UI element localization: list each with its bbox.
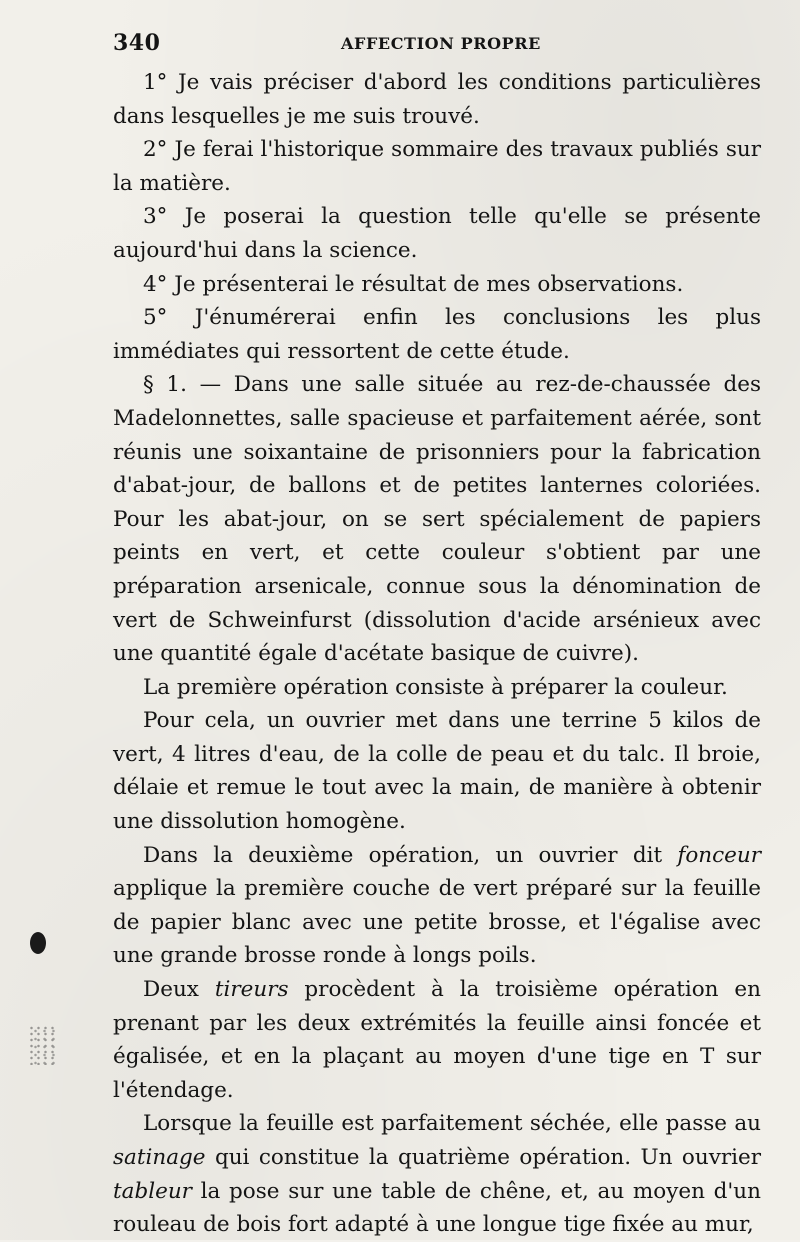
ink-blot — [30, 932, 46, 954]
paragraph-first-operation: La première opération consiste à préparer la couleur. — [143, 674, 728, 700]
page-number: 340 — [113, 30, 161, 56]
italic-term: tireurs — [214, 977, 289, 1003]
paragraph-item-4: 4° Je présenterai le résultat de mes observations. — [143, 271, 684, 297]
running-head: AFFECTION PROPRE — [341, 34, 541, 53]
page-header — [113, 30, 750, 62]
paragraph-fourth-operation — [113, 1107, 761, 1241]
text-run: Lorsque la feuille est parfaitement séchée, elle passe au — [143, 1111, 761, 1137]
text-run: applique la première couche de vert préparé sur la feuille de papier blanc avec une petite brosse, et l'égalise avec une grande brosse ronde à longs poils. — [113, 876, 761, 969]
text-run: la pose sur une table de chêne, et, au moyen d'un rouleau de bois fort adapté à une longue tige fixée au mur, — [113, 1178, 761, 1238]
italic-term: satinage — [113, 1145, 206, 1170]
paragraph-section-1: § 1. — Dans une salle située au rez-de-chaussée des Madelonnettes, salle spacieuse et parfaitement aérée, sont réunis une soixantaine de prisonniers pour la fabrication d'abat-jour, de ballons et de petites lanternes coloriées. Pour les abat-jour, on se sert spécialement de papiers peints en vert, et cette couleur s'obtient par une préparation arsenicale, connue sous la dénomination de vert de Schweinfurst (dissolution d'acide arsénieux avec une quantité égale d'acétate basique de cuivre). — [113, 372, 761, 667]
paragraph-item-3: 3° Je poserai la question telle qu'elle se présente aujourd'hui dans la science. — [113, 204, 761, 263]
text-run: Deux — [143, 977, 215, 1003]
text-run: procèdent à la troisième opération en prenant par les deux extrémités la feuille ainsi foncée et égalisée, et en la plaçant au moyen d'une tige en T sur l'étendage. — [113, 977, 761, 1103]
italic-term: fonceur — [677, 842, 761, 868]
page-body — [113, 66, 761, 1242]
ink-specks — [28, 1025, 56, 1065]
paragraph-third-operation — [113, 973, 761, 1107]
text-run: Dans la deuxième opération, un ouvrier dit — [143, 842, 678, 868]
paragraph-item-5: 5° J'énumérerai enfin les conclusions les plus immédiates qui ressortent de cette étude. — [113, 305, 761, 364]
italic-term: tableur — [113, 1178, 192, 1204]
paragraph-recipe: Pour cela, un ouvrier met dans une terrine 5 kilos de vert, 4 litres d'eau, de la colle de peau et du talc. Il broie, délaie et remue le tout avec la main, de manière à obtenir une dissolution homogène. — [113, 708, 761, 835]
paragraph-item-2: 2° Je ferai l'historique sommaire des travaux publiés sur la matière. — [113, 137, 761, 196]
paragraph-item-1: 1° Je vais préciser d'abord les conditions particulières dans lesquelles je me suis trouvé. — [113, 70, 761, 129]
text-run: qui constitue la quatrième opération. Un ouvrier — [205, 1145, 761, 1170]
paragraph-second-operation — [113, 839, 761, 973]
